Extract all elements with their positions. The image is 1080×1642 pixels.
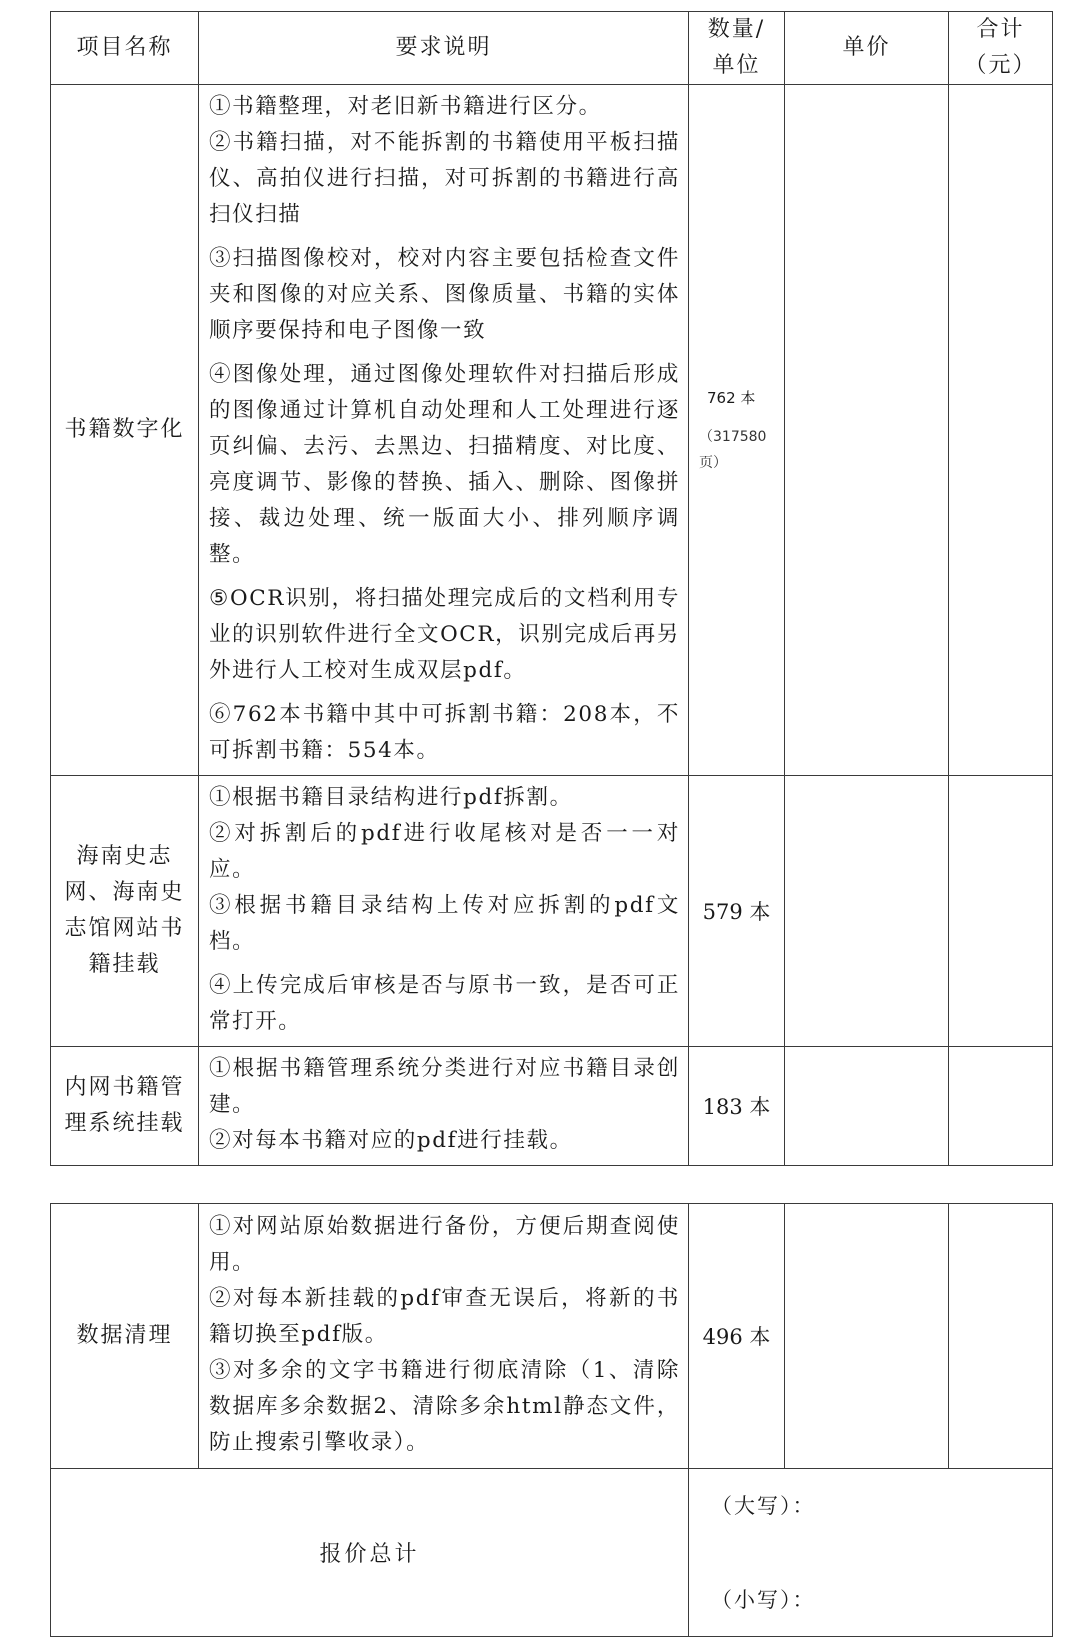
header-name: 项目名称 [51, 12, 199, 85]
total-cell [949, 776, 1053, 1047]
requirement-item: ④图像处理，通过图像处理软件对扫描后形成的图像通过计算机自动处理和人工处理进行逐页纠偏、去污、去黑边、扫描精度、对比度、亮度调节、影像的替换、插入、删除、图像拼接、裁边处理、统一版面大小、排列顺序调整。 [209, 362, 680, 567]
total-row [51, 1469, 1053, 1637]
quantity-cell: 183 本 [689, 1047, 785, 1166]
header-total-line1: 合计 [976, 17, 1025, 42]
requirement-item: ③扫描图像校对，校对内容主要包括检查文件夹和图像的对应关系、图像质量、书籍的实体顺序要保持和电子图像一致 [209, 246, 680, 343]
item-name-cell: 数据清理 [51, 1204, 199, 1469]
quote-total-label: 报价总计 [51, 1469, 689, 1637]
item-name-cell: 内网书籍管理系统挂载 [51, 1047, 199, 1166]
table-row [51, 1204, 1053, 1469]
requirement-item: ①对网站原始数据进行备份，方便后期查阅使用。 [209, 1214, 680, 1275]
quantity-cell: 579 本 [689, 776, 785, 1047]
total-cell [949, 1204, 1053, 1469]
total-cell [949, 1047, 1053, 1166]
requirement-item: ①根据书籍目录结构进行pdf拆割。 [209, 785, 573, 810]
table-row [51, 85, 1053, 776]
unit-price-cell [785, 1204, 949, 1469]
unit-price-cell [785, 85, 949, 776]
unit-price-cell [785, 1047, 949, 1166]
requirement-item: ②对每本新挂载的pdf审查无误后，将新的书籍切换至pdf版。 [209, 1286, 680, 1347]
requirement-item: ⑥762本书籍中其中可拆割书籍：208本，不可拆割书籍：554本。 [209, 702, 680, 763]
amount-uppercase-label: （大写）： [711, 1493, 816, 1518]
header-quantity-line2: 单位 [712, 53, 761, 78]
header-total-line2: （元） [964, 53, 1037, 78]
amount-lowercase-label: （小写）： [711, 1587, 816, 1612]
quantity-cell [689, 85, 785, 776]
table-row [51, 1047, 1053, 1166]
table-row [51, 776, 1053, 1047]
requirements-cell [199, 776, 689, 1047]
requirements-cell [199, 1204, 689, 1469]
requirement-item: ④上传完成后审核是否与原书一致，是否可正常打开。 [209, 973, 680, 1034]
header-quantity [689, 12, 785, 85]
requirement-item: ③根据书籍目录结构上传对应拆割的pdf文档。 [209, 893, 680, 954]
quantity-value: 762 本 [707, 389, 756, 407]
unit-price-cell [785, 776, 949, 1047]
requirement-item: ②对每本书籍对应的pdf进行挂载。 [209, 1128, 573, 1153]
quotation-table-continued [50, 1203, 1053, 1637]
item-name-cell: 书籍数字化 [51, 85, 199, 776]
header-quantity-line1: 数量/ [707, 17, 766, 42]
quantity-pages: （317580页） [699, 429, 767, 471]
item-name-cell: 海南史志网、海南史志馆网站书籍挂载 [51, 776, 199, 1047]
header-requirements: 要求说明 [199, 12, 689, 85]
requirements-cell [199, 1047, 689, 1166]
requirement-item: ②书籍扫描，对不能拆割的书籍使用平板扫描仪、高拍仪进行扫描，对可拆割的书籍进行高扫仪扫描 [209, 130, 680, 227]
requirement-item: ⑤OCR识别，将扫描处理完成后的文档利用专业的识别软件进行全文OCR，识别完成后再另外进行人工校对生成双层pdf。 [209, 586, 680, 683]
quotation-table [50, 11, 1053, 1166]
header-total [949, 12, 1053, 85]
requirement-item: ①根据书籍管理系统分类进行对应书籍目录创建。 [209, 1056, 680, 1117]
requirement-item: ①书籍整理，对老旧新书籍进行区分。 [209, 94, 602, 119]
quantity-cell: 496 本 [689, 1204, 785, 1469]
quote-total-amount-cell [689, 1469, 1053, 1637]
total-cell [949, 85, 1053, 776]
requirements-cell [199, 85, 689, 776]
header-row [51, 12, 1053, 85]
requirement-item: ③对多余的文字书籍进行彻底清除（1、清除数据库多余数据2、清除多余html静态文件，防止搜索引擎收录）。 [209, 1358, 680, 1455]
header-unit-price: 单价 [785, 12, 949, 85]
requirement-item: ②对拆割后的pdf进行收尾核对是否一一对应。 [209, 821, 680, 882]
